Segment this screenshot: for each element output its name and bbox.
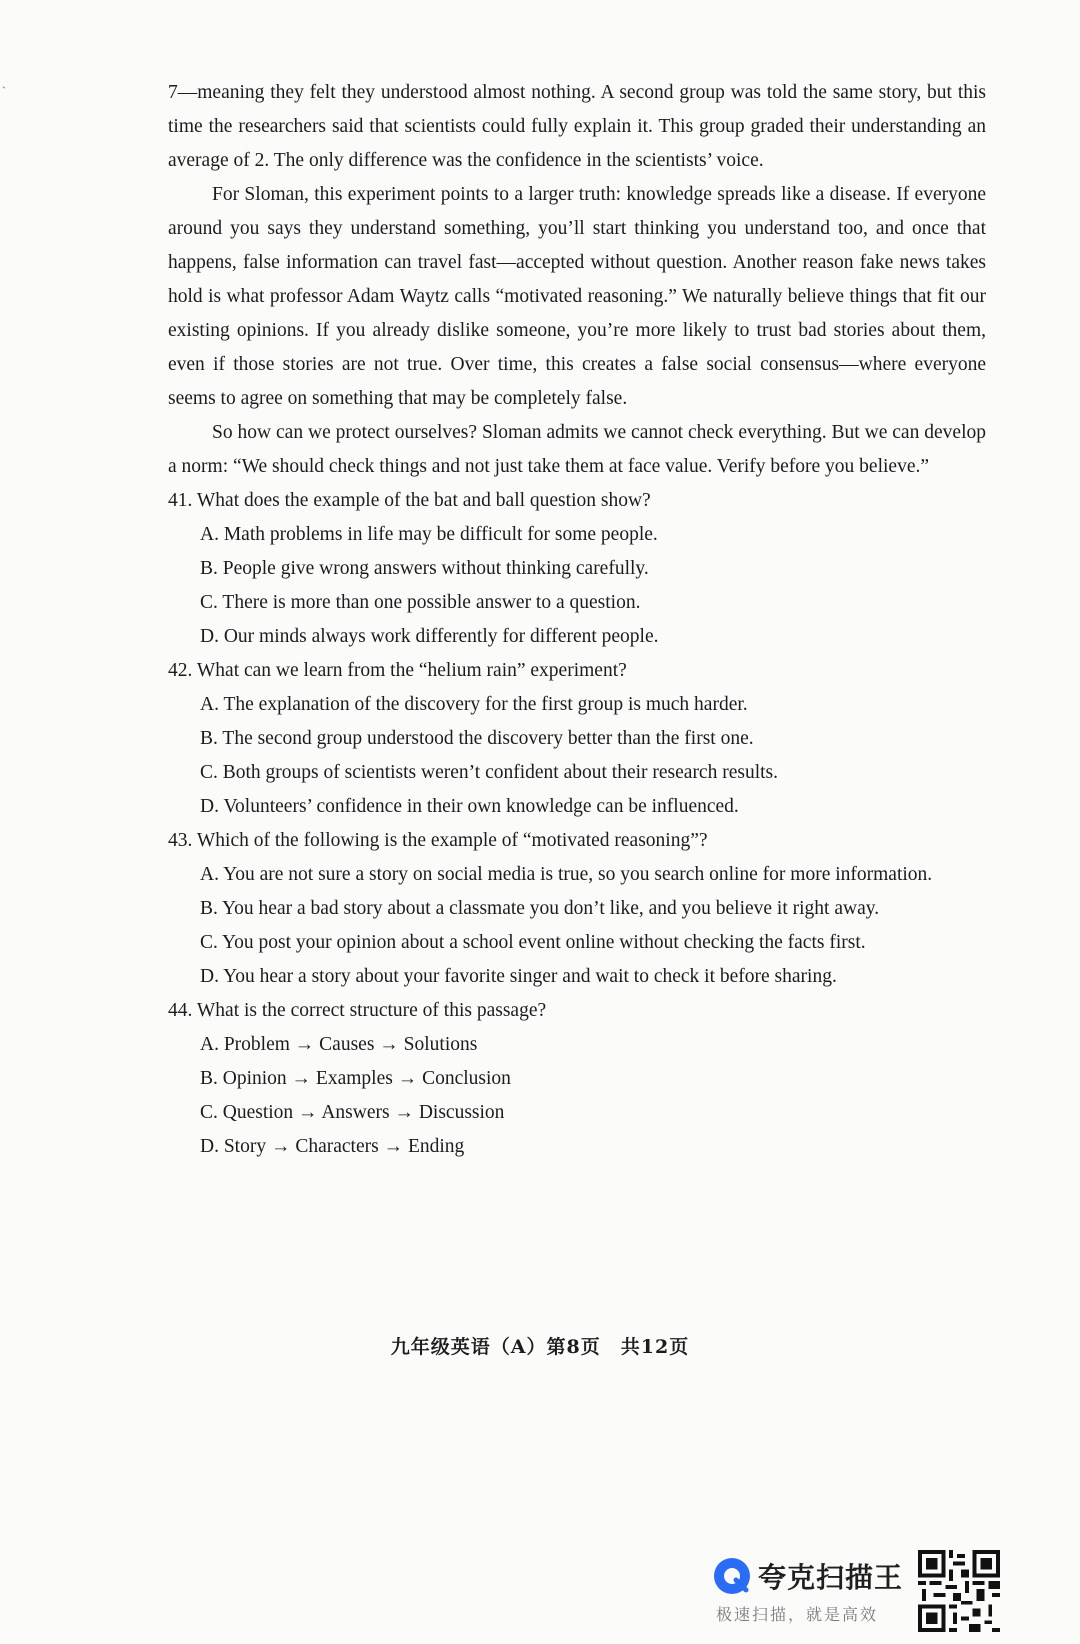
scanner-watermark [712, 1552, 912, 1624]
answer-option: D. Story → Characters → Ending [200, 1136, 465, 1157]
answer-option: A. Math problems in life may be difficult for some people. [200, 524, 658, 545]
passage-paragraph: For Sloman, this experiment points to a larger truth: knowledge spreads like a disease. If everyone around you says they understand something, you’ll start thinking you understand too, and once that happens, false information can travel fast—accepted without question. Another reason fake news takes hold is what professor Adam Waytz calls “motivated reasoning.” We naturally believe things that fit our existing opinions. If you already dislike someone, you’re more likely to trust bad stories about them, even if those stories are not true. Over time, this creates a false social consensus—where everyone seems to agree on something that may be completely false. [168, 184, 986, 409]
page-footer: 九年级英语（A）第8页 共12页 [390, 1336, 690, 1358]
question-stem: 42. What can we learn from the “helium rain” experiment? [168, 660, 627, 681]
question-stem: 41. What does the example of the bat and ball question show? [168, 490, 651, 511]
answer-option: C. Both groups of scientists weren’t confident about their research results. [200, 762, 779, 783]
answer-option: B. You hear a bad story about a classmate you don’t like, and you believe it right away. [200, 898, 880, 919]
answer-option: B. The second group understood the discovery better than the first one. [200, 728, 754, 749]
scan-mark: ` [2, 84, 6, 98]
answer-option: A. Problem → Causes → Solutions [200, 1034, 478, 1055]
answer-option: C. You post your opinion about a school event online without checking the facts first. [200, 932, 866, 953]
question-stem: 44. What is the correct structure of this passage? [168, 1000, 547, 1021]
question-41 [168, 484, 986, 654]
qr-code-icon [918, 1550, 1000, 1632]
answer-option: C. There is more than one possible answer to a question. [200, 592, 641, 613]
question-42 [168, 654, 986, 824]
brand-name: 夸克扫描王 [758, 1561, 904, 1594]
answer-option: A. The explanation of the discovery for the first group is much harder. [200, 694, 748, 715]
quark-logo-icon [712, 1556, 752, 1596]
answer-option: A. You are not sure a story on social media is true, so you search online for more information. [200, 864, 933, 885]
answer-option: C. Question → Answers → Discussion [200, 1102, 505, 1123]
answer-option: B. Opinion → Examples → Conclusion [200, 1068, 511, 1089]
question-43 [168, 824, 986, 994]
question-44 [168, 994, 986, 1164]
page-body [168, 76, 986, 1164]
question-stem: 43. Which of the following is the example of “motivated reasoning”? [168, 830, 708, 851]
passage-paragraph: So how can we protect ourselves? Sloman admits we cannot check everything. But we can develop a norm: “We should check things and not just take them at face value. Verify before you believe.” [168, 422, 986, 477]
answer-option: D. Volunteers’ confidence in their own knowledge can be influenced. [200, 796, 739, 817]
answer-option: D. Our minds always work differently for different people. [200, 626, 659, 647]
brand-slogan: 极速扫描，就是高效 [716, 1605, 879, 1624]
passage-paragraph: 7—meaning they felt they understood almost nothing. A second group was told the same story, but this time the researchers said that scientists could fully explain it. This group graded their understanding an average of 2. The only difference was the confidence in the scientists’ voice. [168, 82, 986, 171]
answer-option: D. You hear a story about your favorite singer and wait to check it before sharing. [200, 966, 837, 987]
answer-option: B. People give wrong answers without thinking carefully. [200, 558, 649, 579]
